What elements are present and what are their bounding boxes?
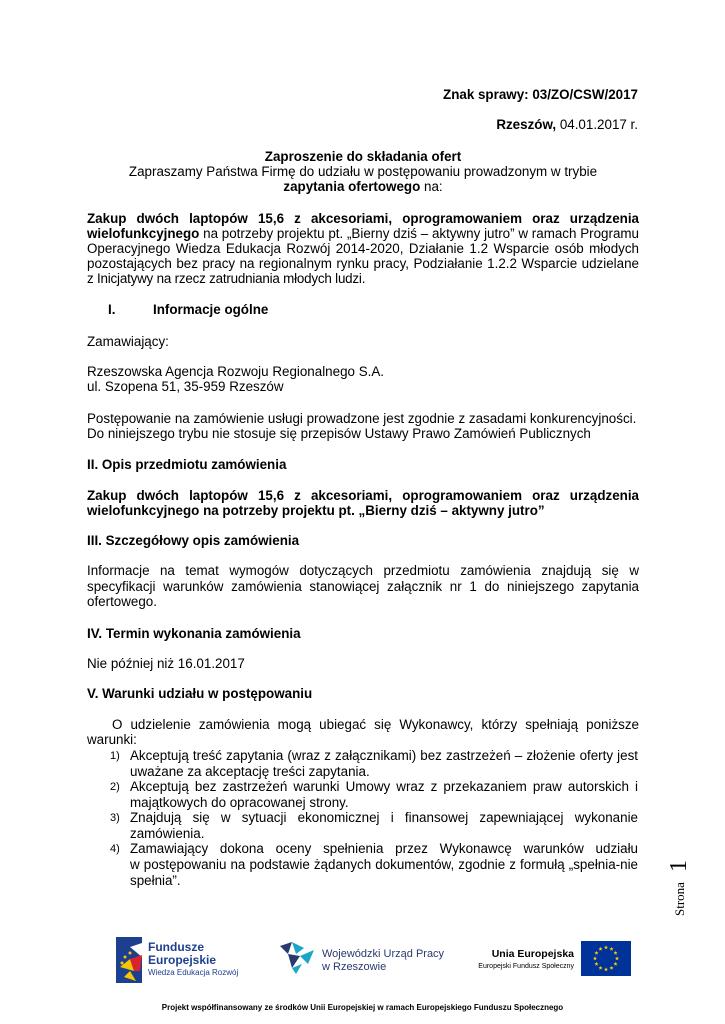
section-4-heading: IV. Termin wykonania zamówienia [87,626,301,641]
page-number: 1 [666,860,692,872]
subject-line-5: z Inicjatywy na rzecz zatrudniania młodych ludzi. [87,271,366,286]
condition-2-line-2: majątkowych do opracowanej strony. [130,795,349,810]
section-2-line-2: wielofunkcyjnego na potrzeby projektu pt. „Bierny dziś – aktywny jutro” [87,503,545,518]
section-1-number: I. [108,302,116,317]
invitation-title: Zaproszenie do składania ofert [264,149,462,164]
section-5-heading: V. Warunki udziału w postępowaniu [87,686,313,701]
condition-3-number: 3) [110,812,120,824]
subject-line-4: pozostających bez pracy na regionalnym rynku pracy, Podziałanie 1.2.2 Wsparcie udzielane [87,256,639,271]
invitation-line-2-rest: na: [420,179,443,194]
section-1-title: Informacje ogólne [153,302,269,317]
eu-line-1: Unia Europejska [491,948,574,960]
conditions-intro-1: O udzielenie zamówienia mogą ubiegać się Wykonawcy, którzy spełniają poniższe [112,717,639,732]
fe-logo-icon [116,937,150,983]
page-label: Strona [672,882,687,916]
section-3-heading: III. Szczegółowy opis zamówienia [87,533,300,548]
eu-line-2: Europejski Fundusz Społeczny [478,963,574,970]
section-3-line-2: specyfikacji warunków zamówienia stanowiącej załącznik nr 1 do niniejszego zapytania [87,579,639,594]
ordering-party-label: Zamawiający: [87,334,169,349]
subject-line-3: Operacyjnego Wiedza Edukacja Rozwój 2014-2020, Działanie 1.2 Wsparcie osób młodych [87,241,639,256]
eu-flag [581,941,631,979]
subject-line-2-rest: na potrzeby projektu pt. „Bierny dziś – aktywny jutro” w ramach Programu [199,226,639,241]
case-number: Znak sprawy: 03/ZO/CSW/2017 [443,87,638,102]
invitation-line-1: Zapraszamy Państwa Firmę do udziału w postępowaniu prowadzonym w trybie [128,164,598,179]
section-3-line-3: ofertowego. [87,594,157,609]
condition-3-line-1: Znajdują się w sytuacji ekonomicznej i finansowej zapewniającej wykonanie [130,810,638,825]
condition-1-number: 1) [110,750,120,762]
subject-line-1: Zakup dwóch laptopów 15,6 z akcesoriami, oprogramowaniem oraz urządzenia [87,211,639,226]
place-date [496,117,638,132]
fe-line-2: Europejskie [148,953,217,967]
eu-text [462,948,574,978]
wup-line-1: Wojewódzki Urząd Pracy [322,948,445,960]
deadline-text: Nie później niż 16.01.2017 [87,656,245,671]
ordering-party-address: ul. Szopena 51, 35-959 Rzeszów [87,379,284,394]
conditions-intro-2: warunki: [87,732,137,747]
fe-line-1: Fundusze [148,940,204,954]
condition-2-line-1: Akceptują bez zastrzeżeń warunki Umowy wraz z przekazaniem praw autorskich i [130,779,638,794]
ordering-party-name: Rzeszowska Agencja Rozwoju Regionalnego S.A. [87,364,384,379]
page-marker [662,850,692,920]
fe-line-3: Wiedza Edukacja Rozwój [148,968,239,977]
inquiry-mode: zapytania ofertowego [283,179,421,194]
condition-3 [130,810,638,842]
wup-logo-icon [278,940,318,976]
condition-1 [130,748,638,780]
subject-line-2-bold: wielofunkcyjnego [87,226,200,241]
condition-4-line-1: Zamawiający dokona oceny spełnienia przez Wykonawcę warunków udziału [130,841,638,856]
wup-line-2: w Rzeszowie [322,961,387,973]
page-marker-graphic [662,850,692,920]
subject-line-2 [87,226,639,242]
condition-2 [130,779,638,811]
condition-1-line-1: Akceptują treść zapytania (wraz z załącznikami) bez zastrzeżeń – złożenie oferty jest [130,748,638,763]
section-2-line-1: Zakup dwóch laptopów 15,6 z akcesoriami, oprogramowaniem oraz urządzenia [87,488,639,503]
eu-flag-icon [581,941,631,976]
section-3-line-1: Informacje na temat wymogów dotyczących przedmiotu zamówienia znajdują się w [87,563,639,578]
condition-3-line-2: zamówienia. [130,826,205,841]
date: 04.01.2017 r. [556,117,638,132]
section-2-heading: II. Opis przedmiotu zamówienia [87,457,287,472]
condition-2-number: 2) [110,781,120,793]
invitation-line-2 [87,179,639,195]
condition-4 [130,841,638,889]
condition-4-line-3: spełnia”. [130,873,181,888]
procedure-note-1: Postępowanie na zamówienie usługi prowadzone jest zgodnie z zasadami konkurencyjności. [87,411,637,426]
condition-4-number: 4) [110,843,120,855]
funding-note: Projekt współfinansowany ze środków Unii Europejskiej w ramach Europejskiego Funduszu Społecznego [161,1003,564,1012]
condition-1-line-2: uważane za akceptację treści zapytania. [130,764,370,779]
place: Rzeszów, [496,117,557,132]
wup-logo [278,940,453,980]
procedure-note-2: Do niniejszego trybu nie stosuje się przepisów Ustawy Prawo Zamówień Publicznych [87,426,591,441]
condition-4-line-2: w postępowaniu na podstawie żądanych dokumentów, zgodnie z formułą „spełnia-nie [130,857,638,872]
fe-logo [116,937,266,983]
